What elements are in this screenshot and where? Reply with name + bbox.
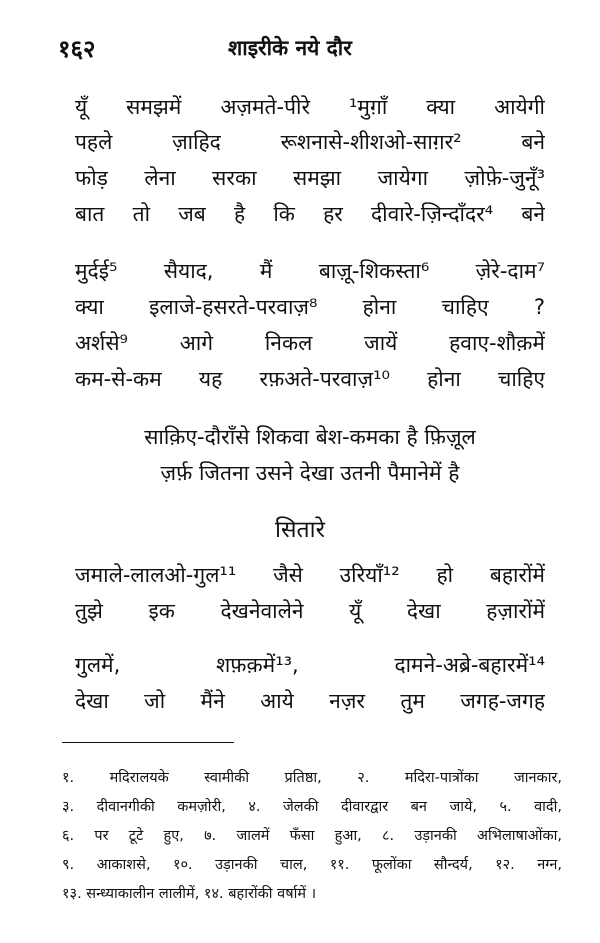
- verse-line: देखा जो मैंने आये नज़र तुम जगह-जगह: [75, 689, 545, 713]
- verse-line: तुझे इक देखनेवालेने यूँ देखा हज़ारोंमें: [75, 599, 545, 623]
- verse-line: ज़र्फ़ जितना उसने देखा उतनी पैमानेमें है: [160, 461, 460, 485]
- section-title: सितारे: [275, 517, 325, 543]
- verse-line: बात तो जब है कि हर दीवारे-ज़िन्दाँदर⁴ बने: [75, 202, 545, 226]
- verse-line: मुर्दई⁵ सैयाद, मैं बाज़ू-शिकस्ता⁶ ज़ेरे-दाम⁷: [75, 259, 545, 283]
- verse-line: फोड़ लेना सरका समझा जायेगा ज़ोफ़े-जुनूँ³: [75, 166, 545, 190]
- verse-line: गुलमें, शफ़क़में¹³, दामने-अब्रे-बहारमें¹⁴: [75, 653, 545, 677]
- page-number: १६२: [58, 35, 96, 63]
- footnote-divider: [62, 742, 234, 743]
- footnote-line: ९. आकाशसे, १०. उड़ानकी चाल, ११. फूलोंका सौन्दर्य, १२. नग्न,: [62, 857, 562, 873]
- verse-line: अर्शसे⁹ आगे निकल जायें हवाए-शौक़में: [75, 331, 545, 355]
- footnote-line: १. मदिरालयके स्वामीकी प्रतिष्ठा, २. मदिरा-पात्रोंका जानकार,: [62, 770, 562, 786]
- footnote-line: ३. दीवानगीकी कमज़ोरी, ४. जेलकी दीवारद्वार बन जाये, ५. वादी,: [62, 799, 562, 815]
- verse-line: क्या इलाजे-हसरते-परवाज़⁸ होना चाहिए ?: [75, 295, 545, 319]
- verse-line: पहले ज़ाहिद रूशनासे-शीशओ-साग़र² बने: [75, 130, 545, 154]
- verse-line: यूँ समझमें अज़मते-पीरे ¹मुग़ाँ क्या आयेगी: [75, 95, 545, 119]
- page-header: [58, 32, 558, 66]
- verse-line: साक़िए-दौराँसे शिकवा बेश-कमका है फ़िज़ूल: [144, 425, 476, 449]
- footnote-line: १३. सन्ध्याकालीन लालीमें, १४. बहारोंकी वर्षामें ।: [62, 886, 317, 902]
- footnote-line: ६. पर टूटे हुए, ७. जालमें फँसा हुआ, ८. उड़ानकी अभिलाषाओंका,: [62, 828, 562, 844]
- verse-line: जमाले-लालओ-गुल¹¹ जैसे उरियाँ¹² हो बहारोंमें: [75, 563, 545, 587]
- verse-line: कम-से-कम यह रफ़अते-परवाज़¹⁰ होना चाहिए: [75, 367, 545, 391]
- running-title: शाइरीके नये दौर: [228, 36, 352, 60]
